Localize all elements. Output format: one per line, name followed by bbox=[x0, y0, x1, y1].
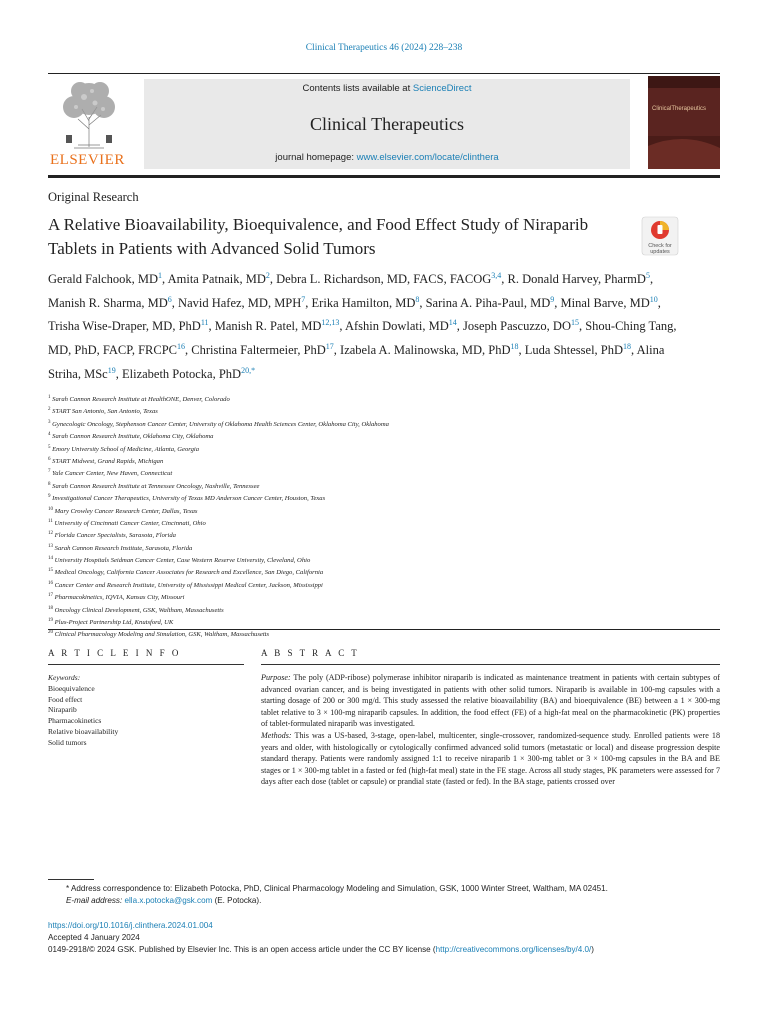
author-affiliation-marker[interactable]: 14 bbox=[448, 318, 457, 328]
affiliation-number: 20 bbox=[48, 630, 53, 636]
email-suffix: (E. Potocka). bbox=[212, 896, 262, 906]
purpose-label: Purpose: bbox=[261, 673, 291, 682]
affiliation-item bbox=[48, 591, 688, 603]
affiliation-item bbox=[48, 418, 688, 430]
affiliation-text: Yale Cancer Center, New Haven, Connecticut bbox=[52, 470, 173, 478]
publication-info bbox=[48, 920, 720, 957]
author-affiliation-marker[interactable]: 19 bbox=[107, 365, 116, 375]
author-affiliation-marker[interactable]: 17 bbox=[325, 341, 334, 351]
author-name[interactable] bbox=[525, 343, 631, 357]
affiliation-number: 1 bbox=[48, 395, 51, 400]
contents-line bbox=[144, 83, 630, 94]
contents-prefix: Contents lists available at bbox=[302, 83, 413, 94]
affiliation-text: University Hospitals Seidman Cancer Center, Case Western Reserve University, Cleveland, Ohio bbox=[54, 557, 311, 565]
keyword-list bbox=[48, 684, 244, 749]
affiliation-text: Sarah Cannon Research Institute at HealthONE, Denver, Colorado bbox=[52, 396, 230, 404]
author-name[interactable] bbox=[561, 296, 658, 310]
author-name-text: Joseph Pascuzzo, DO bbox=[463, 319, 571, 334]
affiliation-number: 19 bbox=[48, 618, 53, 624]
author-affiliation-marker[interactable]: 18 bbox=[623, 341, 632, 351]
affiliation-text: Emory University School of Medicine, Atlanta, Georgia bbox=[52, 445, 200, 453]
journal-citation[interactable]: Clinical Therapeutics 46 (2024) 228–238 bbox=[305, 43, 463, 53]
methods-label: Methods: bbox=[261, 730, 292, 740]
author-affiliation-marker[interactable]: 7 bbox=[301, 294, 306, 304]
author-name[interactable] bbox=[122, 367, 255, 381]
author-name-text: Erika Hamilton, MD bbox=[311, 295, 416, 310]
abstract-body bbox=[261, 672, 720, 788]
affiliation-list bbox=[48, 393, 688, 641]
footnote-address: Address correspondence to: Elizabeth Potocka, PhD, Clinical Pharmacology Modeling and Simulation, GSK, 1000 Winter Street, Waltham, MA 02451. bbox=[70, 884, 608, 893]
keywords-label: Keywords: bbox=[48, 673, 81, 682]
affiliation-number: 17 bbox=[48, 593, 53, 599]
affiliation-number: 14 bbox=[48, 556, 53, 562]
affiliation-number: 16 bbox=[48, 580, 53, 586]
author-affiliation-marker[interactable]: 10 bbox=[649, 294, 658, 304]
journal-homepage-link[interactable]: www.elsevier.com/locate/clinthera bbox=[356, 152, 499, 163]
author-affiliation-marker[interactable]: 6 bbox=[167, 294, 172, 304]
author-name[interactable] bbox=[48, 272, 162, 286]
author-name-text: Manish R. Sharma, MD bbox=[48, 295, 168, 310]
author-name-text: Minal Barve, MD bbox=[560, 295, 650, 310]
footnote-marker: * bbox=[66, 884, 70, 893]
affiliation-number: 7 bbox=[48, 469, 51, 475]
author-name[interactable] bbox=[178, 296, 305, 310]
affiliation-number: 11 bbox=[48, 518, 53, 524]
cover-title: ClinicalTherapeutics bbox=[652, 106, 707, 112]
keyword-item: Bioequivalence bbox=[48, 683, 95, 693]
author-name-text: Shou-Ching Tang, MD, PhD, FACP, FRCPC bbox=[48, 319, 677, 358]
license-suffix: ) bbox=[591, 945, 594, 955]
license-line bbox=[48, 944, 720, 956]
affiliation-item bbox=[48, 505, 688, 517]
affiliation-item bbox=[48, 579, 688, 591]
affiliation-item bbox=[48, 604, 688, 616]
affiliation-item bbox=[48, 628, 688, 640]
author-name-text: Gerald Falchook, MD bbox=[48, 272, 159, 287]
affiliation-number: 15 bbox=[48, 568, 53, 574]
author-name-text: Trisha Wise-Draper, MD, PhD bbox=[48, 319, 201, 334]
author-affiliation-marker[interactable]: 11 bbox=[200, 318, 209, 328]
affiliation-item bbox=[48, 517, 688, 529]
author-name[interactable] bbox=[340, 343, 518, 357]
abstract-purpose bbox=[261, 672, 720, 730]
author-name[interactable] bbox=[48, 296, 172, 310]
author-affiliation-marker[interactable]: 5 bbox=[645, 271, 650, 280]
affiliation-number: 18 bbox=[48, 605, 53, 611]
affiliation-text: University of Cincinnati Cancer Center, Cincinnati, Ohio bbox=[54, 520, 206, 528]
affiliation-item bbox=[48, 529, 688, 541]
affiliation-text: Gynecologic Oncology, Stephenson Cancer Center, University of Oklahoma Health Sciences Center, Oklahoma City, Oklahoma bbox=[52, 420, 389, 428]
author-name-text: Alina Striha, MSc bbox=[48, 343, 665, 381]
masthead-rule-top bbox=[48, 73, 720, 74]
correspondence-footnote bbox=[48, 883, 720, 907]
affiliation-text: Sarah Cannon Research Institute at Tennessee Oncology, Nashville, Tennessee bbox=[52, 482, 260, 490]
affiliation-item bbox=[48, 443, 688, 455]
keyword-item: Food effect bbox=[48, 694, 83, 704]
footnote-email-line bbox=[66, 895, 720, 907]
author-name-text: Izabela A. Malinowska, MD, PhD bbox=[340, 343, 511, 358]
homepage-prefix: journal homepage: bbox=[275, 152, 357, 163]
purpose-text: The poly (ADP-ribose) polymerase inhibitor niraparib is indicated as maintenance treatment in patients with certain subtypes of advanced ovarian cancer, and is being investigated in patients with other solid tumors. Niraparib is available in 100-mg capsules with a starting dosage of 200 or 300 mg/d. This study assessed the relative bioavailability (BA) and bioequivalence (BE) between a 1 × 300-mg tablet relative to 3 × 100-mg niraparib capsules. In addition, the food effect (FE) of a high-fat meal on the pharmacokinetic (PK) properties of tablet-formulated niraparib was investigated. bbox=[261, 673, 720, 729]
affiliation-text: START Midwest, Grand Rapids, Michigan bbox=[52, 458, 164, 466]
article-title: A Relative Bioavailability, Bioequivalence, and Food Effect Study of Niraparib Tablets in Patients with Advanced Solid Tumors bbox=[48, 215, 589, 258]
author-name-text: Afshin Dowlati, MD bbox=[344, 319, 449, 334]
author-name[interactable] bbox=[191, 343, 334, 357]
affiliation-item bbox=[48, 393, 688, 405]
affiliation-item bbox=[48, 492, 688, 504]
author-name-text: Christina Faltermeier, PhD bbox=[191, 343, 326, 358]
homepage-line bbox=[144, 152, 630, 163]
affiliation-item bbox=[48, 554, 688, 566]
author-name[interactable] bbox=[48, 319, 209, 333]
author-name-text: Amita Patnaik, MD bbox=[167, 272, 266, 287]
author-name[interactable] bbox=[463, 319, 579, 333]
abstract-rule bbox=[261, 664, 720, 665]
affiliation-number: 10 bbox=[48, 506, 53, 512]
affiliation-text: Investigational Cancer Therapeutics, University of Texas MD Anderson Cancer Center, Houston, Texas bbox=[52, 495, 326, 503]
affiliation-item bbox=[48, 467, 688, 479]
affiliation-text: Medical Oncology, California Cancer Associates for Research and Excellence, San Diego, California bbox=[54, 569, 324, 577]
author-affiliation-marker[interactable]: 20,* bbox=[241, 365, 256, 375]
author-name-text: Luda Shtessel, PhD bbox=[524, 343, 624, 358]
keyword-item: Relative bioavailability bbox=[48, 726, 119, 736]
section-divider bbox=[48, 629, 720, 630]
author-affiliation-marker[interactable]: 15 bbox=[570, 318, 579, 328]
journal-cover-thumbnail[interactable] bbox=[648, 76, 720, 169]
author-affiliation-marker[interactable]: 9 bbox=[550, 294, 555, 304]
author-name-text: Manish R. Patel, MD bbox=[214, 319, 322, 334]
author-affiliation-marker[interactable]: 16 bbox=[177, 341, 185, 351]
author-name-text: Debra L. Richardson, MD, FACS, FACOG bbox=[276, 272, 492, 287]
affiliation-text: Clinical Pharmacology Modeling and Simulation, GSK, Waltham, Massachusetts bbox=[54, 631, 270, 639]
affiliation-text: Mary Crowley Cancer Research Center, Dallas, Texas bbox=[54, 507, 198, 515]
accepted-date: Accepted 4 January 2024 bbox=[48, 933, 140, 943]
author-name[interactable] bbox=[345, 319, 457, 333]
author-list: Gerald Falchook, $MD^1$, Amita Patnaik, $MD^2$, Debra L. Richardson, MD, FACS, FACOG$^{3,4}$, R. Donald Harvey, PharmD$^5$, Manish R. Sharma, $MD^6$, Navid Hafez, MD, MPH$^7$, Erika Hamilton, $MD^8$, Sarina A. Piha-Paul, $MD^9$, Minal Barve, MD$^{10}$, Trisha Wise-Draper, MD, PhD$^{11}$, Manish R. Patel, MD$^{12,13}$, Afshin Dowlati, MD$^{14}$, Joseph Pascuzzo, DO$^{15}$, Shou-Ching Tang, MD, PhD, FACP, FRCPC$^{16}$, Christina Faltermeier, PhD$^{17}$, Izabela A. Malinowska, MD, PhD$^{18}$, Luda Shtessel, PhD$^{18}$, Alina Striha, MSc$^{19}$, Elizabeth Potocka, PhD$^{20,*}$ bbox=[48, 271, 677, 381]
footnote-body bbox=[66, 883, 720, 895]
abstract-methods bbox=[261, 730, 720, 788]
correspondence-email-link[interactable]: ella.x.potocka@gsk.com bbox=[124, 896, 213, 906]
affiliation-number: 13 bbox=[48, 543, 53, 549]
affiliation-text: START San Antonio, San Antonio, Texas bbox=[52, 408, 158, 416]
author-affiliation-marker[interactable]: 3,4 bbox=[491, 271, 502, 280]
author-affiliation-marker[interactable]: 18 bbox=[510, 341, 519, 351]
article-section-type: Original Research bbox=[48, 190, 139, 204]
affiliation-number: 2 bbox=[48, 407, 51, 413]
article-info-heading: A R T I C L E I N F O bbox=[48, 648, 181, 658]
affiliation-text: Florida Cancer Specialists, Sarasota, Florida bbox=[54, 532, 176, 540]
author-name[interactable] bbox=[508, 272, 650, 286]
affiliation-item bbox=[48, 455, 688, 467]
license-prefix: 0149-2918/© 2024 GSK. Published by Elsevier Inc. This is an open access article under the CC BY license ( bbox=[48, 945, 436, 955]
affiliation-text: Pharmacokinetics, IQVIA, Kansas City, Missouri bbox=[54, 594, 185, 602]
author-name[interactable] bbox=[168, 272, 270, 286]
affiliation-number: 9 bbox=[48, 494, 51, 500]
affiliation-number: 3 bbox=[48, 419, 51, 425]
author-affiliation-marker[interactable]: 12,13 bbox=[321, 318, 340, 328]
affiliation-item bbox=[48, 616, 688, 628]
cc-license-link[interactable]: http://creativecommons.org/licenses/by/4.0/ bbox=[435, 945, 592, 955]
affiliation-number: 6 bbox=[48, 456, 51, 462]
affiliation-item bbox=[48, 430, 688, 442]
affiliation-number: 4 bbox=[48, 432, 51, 438]
affiliation-item bbox=[48, 566, 688, 578]
affiliation-text: Oncology Clinical Development, GSK, Waltham, Massachusetts bbox=[54, 606, 224, 614]
article-info-rule bbox=[48, 664, 244, 665]
author-affiliation-marker[interactable]: 1 bbox=[158, 271, 163, 280]
doi-link[interactable]: https://doi.org/10.1016/j.clinthera.2024.01.004 bbox=[48, 921, 213, 930]
author-affiliation-marker[interactable]: 8 bbox=[415, 294, 420, 304]
author-name-text: Sarina A. Piha-Paul, MD bbox=[425, 295, 551, 310]
affiliation-item bbox=[48, 480, 688, 492]
keywords-block bbox=[48, 673, 244, 749]
footnote-rule bbox=[48, 879, 94, 880]
author-name-text: Elizabeth Potocka, PhD bbox=[121, 366, 242, 381]
affiliation-number: 8 bbox=[48, 481, 51, 487]
keyword-item: Niraparib bbox=[48, 705, 77, 715]
keyword-item: Pharmacokinetics bbox=[48, 716, 102, 726]
author-name[interactable] bbox=[426, 296, 555, 310]
elsevier-wordmark: ELSEVIER bbox=[50, 152, 125, 168]
affiliation-text: Sarah Cannon Research Institute, Oklahoma City, Oklahoma bbox=[52, 433, 214, 441]
affiliation-number: 5 bbox=[48, 444, 51, 450]
sciencedirect-link[interactable]: ScienceDirect bbox=[412, 83, 472, 94]
affiliation-number: 12 bbox=[48, 531, 53, 537]
email-label: E-mail address: bbox=[66, 896, 123, 906]
author-name[interactable] bbox=[276, 272, 501, 286]
affiliation-text: Cancer Center and Research Institute, University of Mississippi Medical Center, Jackson, Mississippi bbox=[54, 582, 323, 590]
author-affiliation-marker[interactable]: 2 bbox=[265, 271, 270, 280]
methods-text: This was a US-based, 3-stage, open-label, multicenter, single-crossover, randomized-sequence study. Enrolled patients were 18 years and older, with histologically or cytologically confirmed advanced solid tumors (metastatic or local) and disease progression despite standard therapy. Patients were randomly assigned 1:1 to receive niraparib 1 × 300-mg tablet or 3 × 100-mg capsules in the BA and BE stages or 1 × 300-mg tablet in a fasted or fed (high-fat meal) state in the FE stage. Across all study stages, PK parameters were assessed for 7 days after each dose (tablet or capsule) or prandial state (fasted or fed). In the BA stage, patients crossed over bbox=[261, 730, 720, 787]
journal-name: Clinical Therapeutics bbox=[309, 114, 465, 134]
author-name[interactable] bbox=[312, 296, 420, 310]
affiliation-text: Sarah Cannon Research Institute, Sarasota, Florida bbox=[54, 544, 193, 552]
check-for-updates-label: Check for updates bbox=[648, 243, 672, 255]
author-name-text: R. Donald Harvey, PharmD bbox=[507, 272, 646, 287]
affiliation-text: Plus-Project Partnership Ltd, Knutsford, UK bbox=[54, 619, 174, 627]
author-name[interactable] bbox=[215, 319, 340, 333]
abstract-heading: A B S T R A C T bbox=[261, 648, 360, 658]
keyword-item: Solid tumors bbox=[48, 737, 87, 747]
author-name-text: Navid Hafez, MD, MPH bbox=[178, 295, 302, 310]
affiliation-item bbox=[48, 542, 688, 554]
masthead-rule-bottom bbox=[48, 175, 720, 178]
affiliation-item bbox=[48, 405, 688, 417]
